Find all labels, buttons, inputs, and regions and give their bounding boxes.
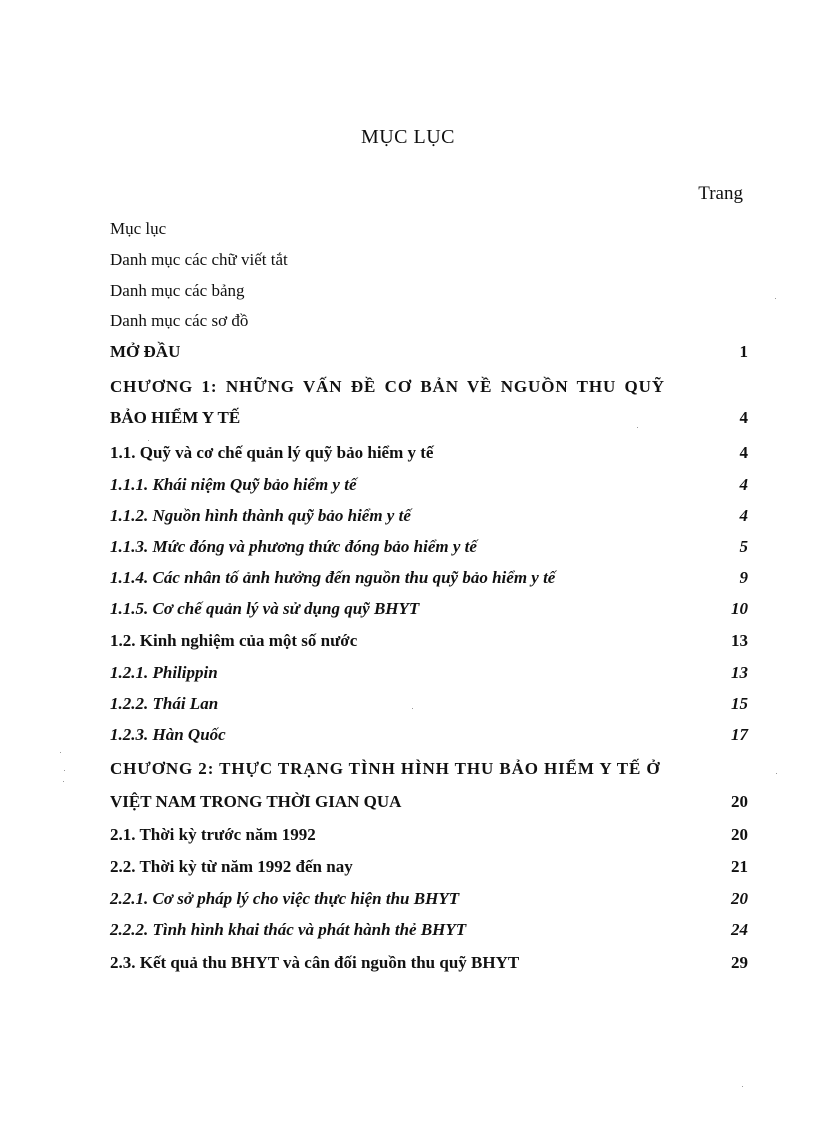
toc-entry [110,596,748,622]
scan-speck [63,781,64,782]
toc-entry-text: Danh mục các sơ đồ [110,311,249,330]
toc-entry-page: 13 [731,663,748,682]
toc-entry [110,917,748,943]
toc-entry-text: Mục lục [110,219,167,238]
toc-entry [110,405,748,431]
toc-entry-page: 13 [731,631,748,650]
toc-entry [110,472,748,498]
page-column-label: Trang [698,183,743,204]
toc-entry [110,691,748,717]
toc-entry-page: 10 [731,599,748,618]
toc-entry-page: 24 [731,920,748,939]
toc-entry-text: Danh mục các bảng [110,281,245,300]
toc-entry-text: VIỆT NAM TRONG THỜI GIAN QUA [110,792,402,811]
toc-entry-page: 20 [731,792,748,811]
toc-entry-text: 2.2.1. Cơ sở pháp lý cho việc thực hiện thu BHYT [110,889,460,908]
toc-entry [110,503,748,529]
toc-entry-text: 2.2. Thời kỳ từ năm 1992 đến nay [110,857,353,876]
toc-entry-page: 1 [739,342,748,361]
toc-entry-page: 4 [739,475,748,494]
toc-entry-page: 4 [739,443,748,462]
toc-entry [110,440,748,466]
scan-speck [742,1086,743,1087]
toc-entry [110,886,748,912]
toc-entry-text: 1.1.3. Mức đóng và phương thức đóng bảo hiểm y tế [110,537,477,556]
toc-entry-page: 20 [731,825,748,844]
toc-entry-text: 2.3. Kết quả thu BHYT và cân đối nguồn thu quỹ BHYT [110,953,520,972]
toc-entry [110,854,748,880]
toc-chapter-heading [110,756,748,782]
toc-entry-page: 4 [739,408,748,427]
toc-entry [110,247,748,273]
toc-entry-text: Danh mục các chữ viết tắt [110,250,288,269]
toc-entry [110,950,748,976]
toc-entry-text: 1.1.5. Cơ chế quản lý và sử dụng quỹ BHYT [110,599,420,618]
toc-entry-text: 1.2. Kinh nghiệm của một số nước [110,631,358,650]
toc-entry-text: MỞ ĐẦU [110,342,181,361]
scan-speck [776,773,777,774]
scan-speck [775,298,776,299]
toc-entry [110,789,748,815]
toc-entry [110,822,748,848]
page-title: MỤC LỤC [360,126,456,148]
toc-entry-page: 20 [731,889,748,908]
toc-chapter-heading [110,374,748,400]
toc-entry [110,339,748,365]
toc-entry-page: 21 [731,857,748,876]
toc-entry [110,628,748,654]
toc-entry-page: 4 [739,506,748,525]
toc-entry [110,534,748,560]
toc-entry-text: 1.2.2. Thái Lan [110,694,219,713]
toc-entry [110,278,748,304]
toc-entry-text: CHƯƠNG 2: THỰC TRẠNG TÌNH HÌNH THU BẢO HIỂM Y TẾ Ở [110,759,661,778]
scan-speck [60,752,61,753]
toc-entry-text: 1.1.1. Khái niệm Quỹ bảo hiểm y tế [110,475,357,494]
scan-speck [412,708,413,709]
toc-entry [110,308,748,334]
toc-entry-text: 2.1. Thời kỳ trước năm 1992 [110,825,316,844]
toc-entry-page: 5 [739,537,748,556]
toc-entry [110,216,748,242]
toc-entry-text: 1.1. Quỹ và cơ chế quản lý quỹ bảo hiểm y tế [110,443,434,462]
toc-entry-page: 29 [731,953,748,972]
scan-speck [148,440,149,441]
toc-entry-page: 17 [731,725,748,744]
toc-entry-text: 1.2.3. Hàn Quốc [110,725,226,744]
toc-entry-text: BẢO HIỂM Y TẾ [110,408,241,427]
scan-speck [637,427,638,428]
toc-entry [110,660,748,686]
toc-entry-page: 15 [731,694,748,713]
toc-entry-page: 9 [739,568,748,587]
toc-entry [110,565,748,591]
toc-entry-text: CHƯƠNG 1: NHỮNG VẤN ĐỀ CƠ BẢN VỀ NGUỒN THU QUỸ [110,377,665,396]
toc-entry [110,722,748,748]
toc-entry-text: 2.2.2. Tình hình khai thác và phát hành thẻ BHYT [110,920,467,939]
toc-entry-text: 1.1.2. Nguồn hình thành quỹ bảo hiểm y tế [110,506,411,525]
toc-entry-text: 1.2.1. Philippin [110,663,218,682]
scan-speck [64,770,65,771]
toc-entry-text: 1.1.4. Các nhân tố ảnh hưởng đến nguồn thu quỹ bảo hiểm y tế [110,568,556,587]
